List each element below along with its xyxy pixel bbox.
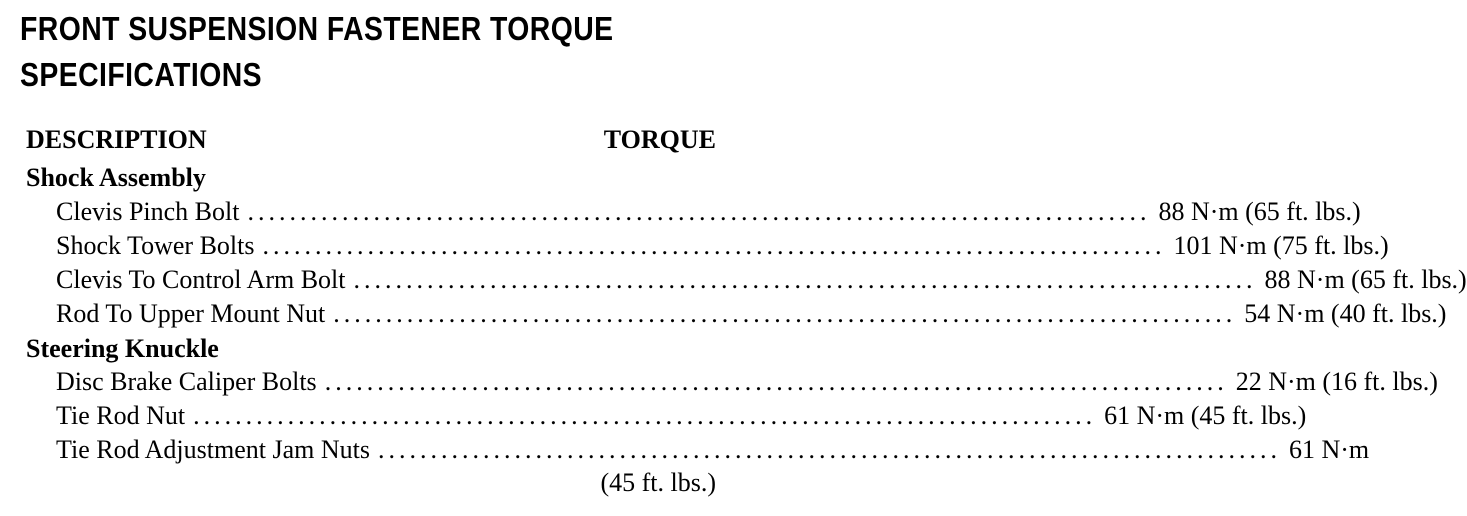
spec-row (56, 195, 1361, 229)
dot-leader: ...................................................................................... (353, 265, 1257, 294)
spec-label: Shock Tower Bolts (56, 231, 255, 260)
dot-leader: ...................................................................................... (193, 401, 1097, 430)
column-header-description: DESCRIPTION (26, 125, 207, 154)
dot-leader: ...................................................................................... (324, 367, 1228, 396)
spec-value: 88 N·m (65 ft. lbs.) (1158, 197, 1361, 226)
spec-row (56, 297, 1447, 331)
spec-value: 101 N·m (75 ft. lbs.) (1173, 231, 1389, 260)
column-header-torque: TORQUE (603, 125, 716, 154)
spec-row (56, 433, 1370, 467)
spec-label: Rod To Upper Mount Nut (56, 299, 326, 328)
title-line-2: SPECIFICATIONS (20, 56, 263, 93)
dot-leader: ...................................................................................... (377, 435, 1281, 464)
spec-row (56, 263, 1467, 297)
spec-row (56, 365, 1438, 399)
spec-row (56, 229, 1389, 263)
spec-label: Clevis To Control Arm Bolt (56, 265, 346, 294)
spec-value: 61 N·m (45 ft. lbs.) (1104, 401, 1307, 430)
spec-value: 61 N·m (1288, 435, 1370, 464)
spec-label: Disc Brake Caliper Bolts (56, 367, 317, 396)
dot-leader: ...................................................................................... (247, 197, 1151, 226)
dot-leader: ...................................................................................... (333, 299, 1237, 328)
spec-row (56, 399, 1307, 433)
spec-label: Tie Rod Adjustment Jam Nuts (56, 435, 370, 464)
dot-leader: ...................................................................................... (262, 231, 1166, 260)
spec-value-continuation: (45 ft. lbs.) (600, 468, 716, 497)
page-title (20, 6, 639, 98)
section-heading-shock-assembly: Shock Assembly (26, 163, 206, 192)
spec-label: Tie Rod Nut (56, 401, 186, 430)
section-heading-steering-knuckle: Steering Knuckle (26, 334, 219, 363)
spec-label: Clevis Pinch Bolt (56, 197, 240, 226)
title-line-1: FRONT SUSPENSION FASTENER TORQUE (20, 10, 614, 47)
spec-value: 22 N·m (16 ft. lbs.) (1235, 367, 1438, 396)
spec-value: 88 N·m (65 ft. lbs.) (1264, 265, 1467, 294)
spec-value: 54 N·m (40 ft. lbs.) (1244, 299, 1447, 328)
